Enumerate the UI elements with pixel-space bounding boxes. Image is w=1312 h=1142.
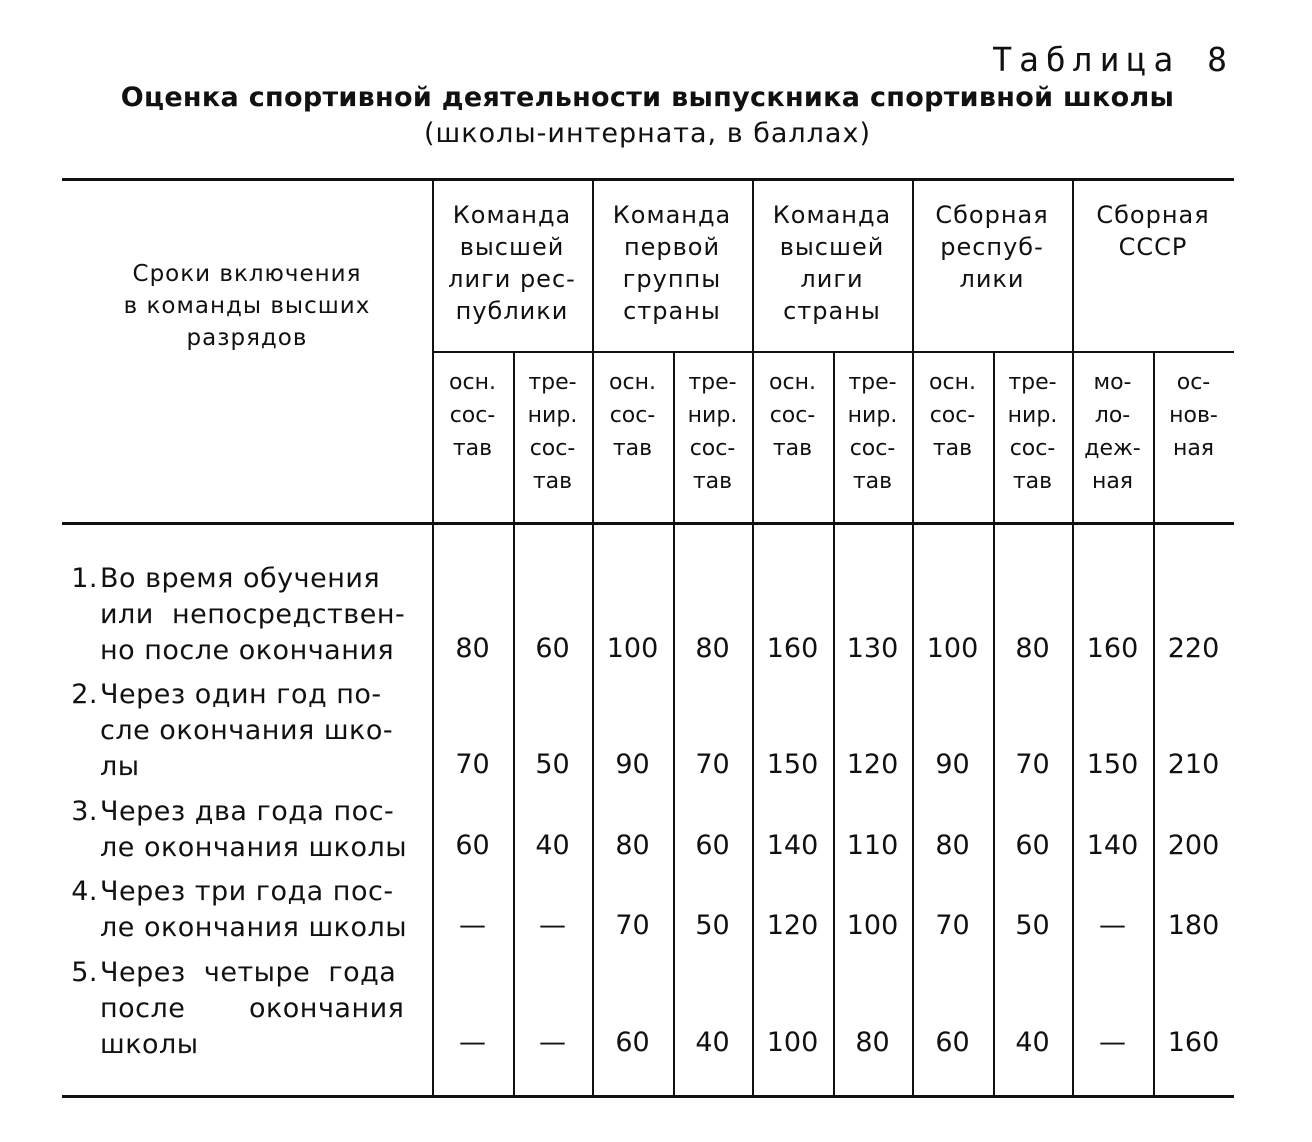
column-subheader-line: тре- (528, 370, 577, 395)
row-label-line (56, 991, 428, 1027)
column-subheader-line: тав (532, 469, 573, 494)
row-label (56, 874, 428, 946)
column-subheader-line: тре- (1008, 370, 1057, 395)
row-label-line (56, 794, 428, 830)
table-subtitle: (школы-интерната, в баллах) (424, 118, 871, 149)
column-subheader-line: нир. (687, 403, 738, 428)
column-subheader-line: осн. (929, 370, 976, 395)
column-subheader-line: нир. (527, 403, 578, 428)
row-label-line (56, 955, 428, 991)
group-header-line: страны (783, 297, 881, 325)
table-cell: 160 (766, 633, 819, 664)
table-cell: 90 (615, 749, 650, 780)
row-label-text: ле окончания школы (100, 832, 408, 863)
table-cell: — (1099, 1027, 1126, 1058)
table-cell: 60 (535, 633, 570, 664)
column-subheader-line: тав (692, 469, 733, 494)
group-header-line: Команда (772, 201, 892, 229)
column-subheader-line: тав (932, 436, 973, 461)
table-cell: 60 (455, 830, 490, 861)
column-subheader-line: ло- (1094, 403, 1131, 428)
table-cell: 60 (935, 1027, 970, 1058)
group-header-line: Сборная (1096, 201, 1210, 229)
column-subheader-line: мо- (1093, 370, 1132, 395)
column-subheader-line: тав (852, 469, 893, 494)
row-label-text: Во время обучения (100, 563, 381, 594)
column-subheader-line: тав (612, 436, 653, 461)
column-subheader-line: тре- (688, 370, 737, 395)
column-subheader-line: тав (772, 436, 813, 461)
table-cell: — (459, 910, 486, 941)
table-cell: 40 (1015, 1027, 1050, 1058)
group-header (752, 199, 912, 327)
row-label (56, 677, 428, 785)
table-cell: 220 (1167, 633, 1220, 664)
column-subheader-line: ос- (1176, 370, 1211, 395)
row-label-line (56, 830, 428, 866)
column-subheader (1072, 366, 1153, 498)
column-subheader-line: нир. (847, 403, 898, 428)
table-cell: 80 (695, 633, 730, 664)
group-header-line: высшей (779, 233, 885, 261)
table-cell: 80 (615, 830, 650, 861)
row-label-line (56, 1027, 428, 1063)
group-header-line: Команда (452, 201, 572, 229)
column-subheader (513, 366, 592, 498)
group-header-line: Сборная (935, 201, 1049, 229)
column-subheader (432, 366, 513, 465)
table-cell: 70 (935, 910, 970, 941)
group-header-line: высшей (459, 233, 565, 261)
table-cell: 180 (1167, 910, 1220, 941)
row-label-text: или непосредствен- (100, 599, 406, 630)
row-label-text: после окончания (100, 993, 405, 1024)
table-cell: 160 (1167, 1027, 1220, 1058)
group-header-line: группы (622, 265, 722, 293)
stub-header-line: Сроки включения (132, 261, 362, 287)
column-subheader-line: тав (452, 436, 493, 461)
row-label-line (56, 633, 428, 669)
row-label-line (56, 713, 428, 749)
group-header-line: первой (623, 233, 721, 261)
row-number: 3. (71, 796, 98, 827)
table-cell: 90 (935, 749, 970, 780)
table-cell: — (1099, 910, 1126, 941)
table-number: Таблица 8 (992, 40, 1234, 79)
row-label-text: лы (100, 751, 140, 782)
stub-header-line: в команды высших (123, 293, 371, 319)
row-label-text: Через четыре года (100, 957, 397, 988)
table-cell: 80 (855, 1027, 890, 1058)
column-subheader-line: ная (1172, 436, 1215, 461)
header-bottom-rule (62, 522, 1234, 525)
row-label-line (56, 910, 428, 946)
column-subheader-line: нир. (1007, 403, 1058, 428)
row-number: 4. (71, 876, 98, 907)
row-number: 2. (71, 679, 98, 710)
table-cell: 110 (846, 830, 899, 861)
column-subheader-line: сос- (689, 436, 736, 461)
table-cell: 80 (935, 830, 970, 861)
group-header (912, 199, 1072, 295)
group-header (432, 199, 592, 327)
group-header-line: лики (959, 265, 1025, 293)
table-cell: 120 (846, 749, 899, 780)
group-header-line: лиги (800, 265, 864, 293)
table-cell: 70 (1015, 749, 1050, 780)
table-cell: 40 (695, 1027, 730, 1058)
group-header-line: лиги рес- (448, 265, 576, 293)
column-subheader-line: сос- (769, 403, 816, 428)
column-subheader-line: сос- (849, 436, 896, 461)
column-subheader-line: сос- (449, 403, 496, 428)
row-label-line (56, 749, 428, 785)
table-cell: 50 (535, 749, 570, 780)
row-label-text: ле окончания школы (100, 912, 408, 943)
column-subheader-line: осн. (449, 370, 496, 395)
column-subheader-line: тав (1012, 469, 1053, 494)
row-label-text: школы (100, 1029, 199, 1060)
column-subheader (833, 366, 912, 498)
row-label-text: сле окончания шко- (100, 715, 394, 746)
row-label-text: Через два года пос- (100, 796, 395, 827)
row-label (56, 955, 428, 1063)
table-cell: 80 (455, 633, 490, 664)
table-cell: 40 (535, 830, 570, 861)
table-cell: — (539, 910, 566, 941)
table-cell: 120 (766, 910, 819, 941)
column-subheader-line: ная (1091, 469, 1134, 494)
table-cell: 100 (926, 633, 979, 664)
column-subheader (1153, 366, 1234, 465)
stub-header-line: разрядов (186, 325, 308, 351)
row-label (56, 561, 428, 669)
column-subheader-line: сос- (929, 403, 976, 428)
table-cell: — (539, 1027, 566, 1058)
bottom-rule (62, 1095, 1234, 1098)
table-cell: 80 (1015, 633, 1050, 664)
top-rule (62, 178, 1234, 181)
row-label (56, 794, 428, 866)
row-number: 1. (71, 563, 98, 594)
table-cell: 100 (766, 1027, 819, 1058)
group-header-line: публики (455, 297, 569, 325)
row-label-line (56, 561, 428, 597)
table-cell: 50 (1015, 910, 1050, 941)
stub-header (62, 258, 432, 354)
column-subheader-line: осн. (769, 370, 816, 395)
table-cell: 200 (1167, 830, 1220, 861)
column-subheader (673, 366, 752, 498)
column-subheader-line: деж- (1084, 436, 1141, 461)
table-cell: 50 (695, 910, 730, 941)
column-subheader-line: тре- (848, 370, 897, 395)
column-subheader (912, 366, 993, 465)
table-cell: 70 (695, 749, 730, 780)
group-header-line: респуб- (940, 233, 1044, 261)
group-header-line: страны (623, 297, 721, 325)
table-cell: 140 (1086, 830, 1139, 861)
table-cell: 100 (846, 910, 899, 941)
group-header-line: Команда (612, 201, 732, 229)
table-cell: 150 (766, 749, 819, 780)
column-subheader (592, 366, 673, 465)
group-header (1072, 199, 1234, 263)
group-header (592, 199, 752, 327)
column-subheader (752, 366, 833, 465)
row-label-line (56, 677, 428, 713)
column-subheader-line: сос- (529, 436, 576, 461)
column-subheader-line: осн. (609, 370, 656, 395)
table-cell: — (459, 1027, 486, 1058)
table-cell: 160 (1086, 633, 1139, 664)
row-label-text: но после окончания (100, 635, 395, 666)
table-cell: 70 (615, 910, 650, 941)
table-cell: 60 (695, 830, 730, 861)
row-label-line (56, 874, 428, 910)
row-label-text: Через один год по- (100, 679, 382, 710)
table-cell: 60 (615, 1027, 650, 1058)
table-cell: 150 (1086, 749, 1139, 780)
column-subheader-line: нов- (1169, 403, 1218, 428)
column-subheader (993, 366, 1072, 498)
table-cell: 100 (606, 633, 659, 664)
table-cell: 70 (455, 749, 490, 780)
row-label-line (56, 597, 428, 633)
row-number: 5. (71, 957, 98, 988)
table-cell: 140 (766, 830, 819, 861)
row-label-text: Через три года пос- (100, 876, 394, 907)
table-cell: 210 (1167, 749, 1220, 780)
table-cell: 60 (1015, 830, 1050, 861)
table-cell: 130 (846, 633, 899, 664)
table-title: Оценка спортивной деятельности выпускника спортивной школы (120, 82, 1175, 113)
group-header-line: СССР (1118, 233, 1188, 261)
column-subheader-line: сос- (609, 403, 656, 428)
column-subheader-line: сос- (1009, 436, 1056, 461)
